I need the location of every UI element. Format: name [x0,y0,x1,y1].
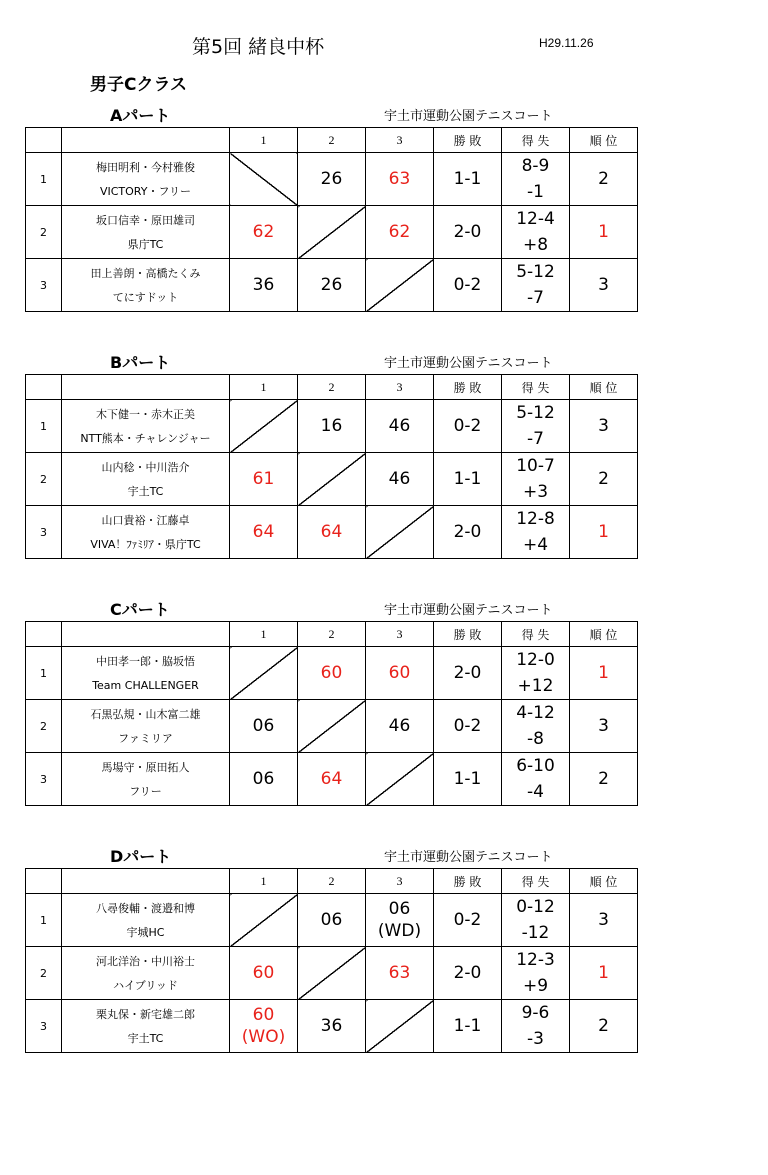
row-number: 3 [26,753,62,806]
club-name: 宇土TC [127,484,164,498]
header-no [26,622,62,647]
points-scored: 5-12 [516,403,555,423]
points-diff: +3 [522,482,549,502]
player-names: 栗丸保・新宅雄二郎 [96,1007,195,1021]
header-points: 得 失 [502,869,570,894]
results-table [25,374,638,559]
self-match-cell [366,1000,434,1053]
header-col-3: 3 [366,869,434,894]
header-col-3: 3 [366,622,434,647]
table-row [26,753,638,806]
table-row [26,947,638,1000]
club-name: 県庁TC [127,237,164,251]
part-title: Aパート [110,106,171,125]
points-cell [502,1000,570,1053]
rank: 2 [570,453,638,506]
points-scored: 0-12 [516,897,555,917]
player-names: 坂口信幸・原田雄司 [96,213,195,227]
header-rank: 順 位 [570,869,638,894]
self-match-cell [298,947,366,1000]
score-cell: 60 [298,647,366,700]
points-diff: -8 [527,729,544,749]
player-names: 中田孝一郎・脇坂悟 [96,654,195,668]
rank: 2 [570,753,638,806]
score-cell: 60 [366,647,434,700]
score-cell: 46 [366,400,434,453]
score-cell: 26 [298,259,366,312]
score-value: 06 [388,899,411,919]
club-name: 宇土TC [127,1031,164,1045]
self-match-cell [298,700,366,753]
rank: 2 [570,153,638,206]
win-loss: 0-2 [434,400,502,453]
points-scored: 5-12 [516,262,555,282]
points-cell [502,647,570,700]
header-no [26,128,62,153]
points-diff: +12 [517,676,554,696]
row-number: 1 [26,647,62,700]
score-cell: 63 [366,947,434,1000]
win-loss: 2-0 [434,647,502,700]
rank: 1 [570,947,638,1000]
score-cell: 46 [366,453,434,506]
points-scored: 8-9 [521,156,550,176]
header-no [26,375,62,400]
table-row [26,1000,638,1053]
table-row [26,506,638,559]
table-row [26,647,638,700]
row-number: 2 [26,700,62,753]
score-note: (WD) [377,921,422,941]
header-row [26,869,638,894]
points-diff: +9 [522,976,549,996]
points-scored: 6-10 [516,756,555,776]
team-cell [62,206,230,259]
header-col-1: 1 [230,622,298,647]
club-name: ハイブリッド [113,978,178,992]
player-names: 八尋俊輔・渡邉和博 [96,901,195,915]
points-cell [502,753,570,806]
rank: 3 [570,700,638,753]
rank: 1 [570,206,638,259]
points-cell [502,506,570,559]
club-name: NTT熊本・チャレンジャー [80,431,211,445]
club-name: てにすドット [112,290,179,304]
rank: 1 [570,506,638,559]
player-names: 河北洋治・中川裕士 [96,954,195,968]
table-row [26,259,638,312]
rank: 3 [570,400,638,453]
team-cell [62,506,230,559]
score-cell: 64 [298,753,366,806]
score-cell: 62 [366,206,434,259]
row-number: 2 [26,947,62,1000]
table-row [26,700,638,753]
player-names: 山口貴裕・江藤卓 [101,513,190,527]
score-cell: 06 [230,700,298,753]
row-number: 1 [26,400,62,453]
score-cell: 62 [230,206,298,259]
results-table [25,868,638,1053]
win-loss: 2-0 [434,206,502,259]
points-diff: -1 [527,182,544,202]
points-diff: -7 [527,288,544,308]
part-title: Cパート [110,600,170,619]
points-diff: +8 [522,235,549,255]
header-points: 得 失 [502,622,570,647]
points-cell [502,894,570,947]
header-col-1: 1 [230,869,298,894]
score-cell: 63 [366,153,434,206]
header-col-1: 1 [230,375,298,400]
team-cell [62,1000,230,1053]
points-scored: 10-7 [516,456,555,476]
player-names: 山内稔・中川浩介 [101,460,190,474]
header-win-loss: 勝 敗 [434,375,502,400]
table-row [26,400,638,453]
club-name: フリー [129,784,162,798]
points-diff: +4 [522,535,549,555]
score-cell: 64 [230,506,298,559]
rank: 3 [570,894,638,947]
header-win-loss: 勝 敗 [434,128,502,153]
header-players [62,375,230,400]
table-row [26,453,638,506]
header-col-1: 1 [230,128,298,153]
rank: 1 [570,647,638,700]
header-row [26,622,638,647]
player-names: 石黒弘規・山木富二雄 [90,707,201,721]
header-win-loss: 勝 敗 [434,869,502,894]
points-scored: 9-6 [521,1003,550,1023]
win-loss: 1-1 [434,1000,502,1053]
score-cell: 16 [298,400,366,453]
points-diff: -4 [527,782,544,802]
team-cell [62,453,230,506]
venue: 宇土市運動公園テニスコート [384,356,553,371]
table-row [26,153,638,206]
header-rank: 順 位 [570,128,638,153]
row-number: 3 [26,506,62,559]
header-col-2: 2 [298,128,366,153]
score-cell [366,894,434,947]
row-number: 3 [26,1000,62,1053]
header-win-loss: 勝 敗 [434,622,502,647]
results-table [25,127,638,312]
win-loss: 2-0 [434,506,502,559]
score-note: (WO) [241,1027,286,1047]
club-name: 宇城HC [126,925,165,939]
header-col-3: 3 [366,128,434,153]
player-names: 田上善朗・高橋たくみ [90,266,201,280]
points-diff: -7 [527,429,544,449]
class-name: 男子Cクラス [90,75,187,95]
header-col-3: 3 [366,375,434,400]
points-cell [502,153,570,206]
row-number: 1 [26,894,62,947]
venue: 宇土市運動公園テニスコート [384,850,553,865]
points-scored: 12-3 [516,950,555,970]
header-points: 得 失 [502,375,570,400]
self-match-cell [230,894,298,947]
score-cell: 06 [298,894,366,947]
points-cell [502,700,570,753]
win-loss: 1-1 [434,453,502,506]
points-cell [502,259,570,312]
player-names: 梅田明利・今村雅俊 [96,160,195,174]
header-row [26,128,638,153]
points-scored: 12-0 [516,650,555,670]
header-col-2: 2 [298,869,366,894]
score-cell: 61 [230,453,298,506]
table-row [26,894,638,947]
rank: 2 [570,1000,638,1053]
team-cell [62,894,230,947]
rank: 3 [570,259,638,312]
player-names: 馬場守・原田拓人 [101,760,190,774]
results-table [25,621,638,806]
win-loss: 1-1 [434,153,502,206]
header-points: 得 失 [502,128,570,153]
self-match-cell [298,453,366,506]
club-name: Team CHALLENGER [92,678,199,692]
score-cell: 26 [298,153,366,206]
header-rank: 順 位 [570,375,638,400]
points-cell [502,947,570,1000]
team-cell [62,753,230,806]
points-cell [502,453,570,506]
score-cell [230,1000,298,1053]
self-match-cell [366,506,434,559]
page-title: 第5回 緒良中杯 [192,36,325,58]
win-loss: 1-1 [434,753,502,806]
header-players [62,622,230,647]
self-match-cell [230,647,298,700]
header-rank: 順 位 [570,622,638,647]
score-cell: 46 [366,700,434,753]
points-scored: 12-8 [516,509,555,529]
club-name: ファミリア [118,731,173,745]
points-scored: 4-12 [516,703,555,723]
score-cell: 36 [230,259,298,312]
header-col-2: 2 [298,375,366,400]
team-cell [62,700,230,753]
header-col-2: 2 [298,622,366,647]
row-number: 3 [26,259,62,312]
row-number: 2 [26,453,62,506]
score-cell: 64 [298,506,366,559]
part-title: Dパート [110,847,172,866]
header-no [26,869,62,894]
score-value: 60 [252,1005,275,1025]
win-loss: 0-2 [434,700,502,753]
header-players [62,869,230,894]
team-cell [62,400,230,453]
header-row [26,375,638,400]
win-loss: 0-2 [434,259,502,312]
score-cell: 06 [230,753,298,806]
self-match-cell [230,153,298,206]
team-cell [62,947,230,1000]
team-cell [62,259,230,312]
part-title: Bパート [110,353,171,372]
venue: 宇土市運動公園テニスコート [384,603,553,618]
player-names: 木下健一・赤木正美 [96,407,195,421]
score-cell: 60 [230,947,298,1000]
venue: 宇土市運動公園テニスコート [384,109,553,124]
club-name: VICTORY・フリー [99,184,192,198]
self-match-cell [366,259,434,312]
self-match-cell [366,753,434,806]
header-players [62,128,230,153]
row-number: 1 [26,153,62,206]
club-name: VIVA！ﾌｧﾐﾘｱ・県庁TC [90,537,201,551]
self-match-cell [298,206,366,259]
win-loss: 0-2 [434,894,502,947]
points-diff: -3 [527,1029,544,1049]
points-cell [502,400,570,453]
team-cell [62,647,230,700]
points-cell [502,206,570,259]
row-number: 2 [26,206,62,259]
self-match-cell [230,400,298,453]
win-loss: 2-0 [434,947,502,1000]
score-cell: 36 [298,1000,366,1053]
points-diff: -12 [521,923,550,943]
points-scored: 12-4 [516,209,555,229]
table-row [26,206,638,259]
event-date: H29.11.26 [539,36,594,50]
team-cell [62,153,230,206]
